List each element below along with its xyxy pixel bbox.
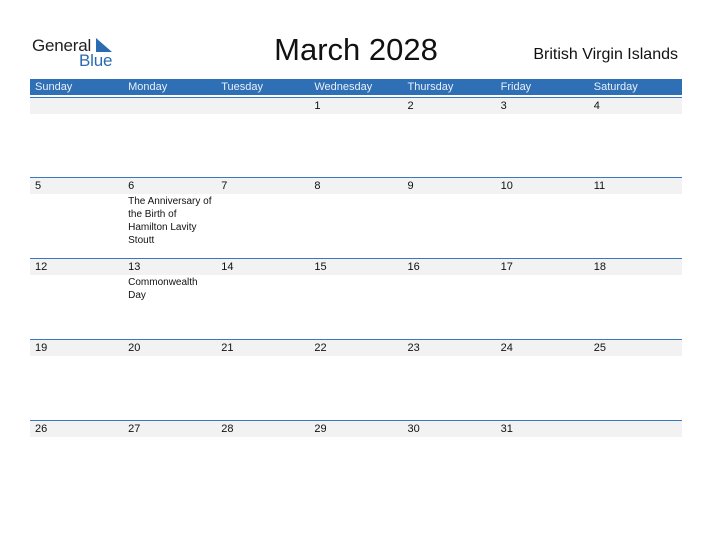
holiday-label (309, 194, 402, 195)
day-number: 28 (216, 421, 309, 437)
day-number: 8 (309, 178, 402, 194)
day-cell (496, 98, 589, 179)
day-number: 19 (30, 340, 123, 356)
country-name: British Virgin Islands (533, 46, 678, 63)
day-cell (216, 259, 309, 340)
day-number: 13 (123, 259, 216, 275)
week-row (30, 177, 682, 259)
day-number: 3 (496, 98, 589, 114)
holiday-label (403, 275, 496, 276)
day-cell (30, 340, 123, 421)
day-cell (123, 421, 216, 502)
day-cell (30, 178, 123, 259)
holiday-label (216, 114, 309, 115)
day-cell (589, 340, 682, 421)
day-number: 30 (403, 421, 496, 437)
holiday-label (123, 114, 216, 115)
day-cell (216, 421, 309, 502)
holiday-label (589, 194, 682, 195)
day-number: 9 (403, 178, 496, 194)
day-number (123, 98, 216, 114)
day-cell (496, 259, 589, 340)
calendar-title: March 2028 (274, 32, 438, 67)
day-cell (30, 259, 123, 340)
week-row (30, 97, 682, 179)
day-cell (30, 421, 123, 502)
day-number: 24 (496, 340, 589, 356)
holiday-label (309, 275, 402, 276)
holiday-label (309, 114, 402, 115)
day-number: 14 (216, 259, 309, 275)
holiday-label (403, 194, 496, 195)
holiday-label (30, 356, 123, 357)
weekday-sunday: Sunday (35, 81, 73, 93)
day-cell (589, 98, 682, 179)
weekday-thursday: Thursday (407, 81, 454, 93)
weekday-tuesday: Tuesday (221, 81, 264, 93)
weekday-saturday: Saturday (593, 81, 638, 93)
holiday-label (496, 194, 589, 195)
day-number: 6 (123, 178, 216, 194)
holiday-label (30, 114, 123, 115)
holiday-label (589, 437, 682, 438)
day-cell (216, 178, 309, 259)
day-number: 20 (123, 340, 216, 356)
holiday-label (589, 275, 682, 276)
holiday-label (403, 437, 496, 438)
holiday-label (216, 356, 309, 357)
holiday-label: The Anniversary of the Birth of Hamilton Lavity Stoutt (128, 196, 212, 246)
week-row (30, 258, 682, 340)
holiday-label: Commonwealth Day (128, 277, 198, 301)
holiday-label (403, 114, 496, 115)
day-cell (403, 340, 496, 421)
holiday-label (216, 437, 309, 438)
day-number: 7 (216, 178, 309, 194)
logo-text-blue: Blue (79, 51, 113, 70)
day-cell (309, 421, 402, 502)
day-cell (309, 98, 402, 179)
day-number: 22 (309, 340, 402, 356)
holiday-label (123, 437, 216, 438)
weekday-wednesday: Wednesday (314, 81, 373, 93)
day-number: 5 (30, 178, 123, 194)
day-number: 27 (123, 421, 216, 437)
day-cell (496, 178, 589, 259)
week-row (30, 339, 682, 421)
day-cell (589, 178, 682, 259)
day-cell (496, 340, 589, 421)
day-cell (123, 340, 216, 421)
day-number: 2 (403, 98, 496, 114)
holiday-label (30, 437, 123, 438)
day-cell (216, 98, 309, 179)
holiday-label (309, 437, 402, 438)
day-number: 16 (403, 259, 496, 275)
day-cell (403, 98, 496, 179)
day-cell (403, 421, 496, 502)
day-number: 23 (403, 340, 496, 356)
day-number: 17 (496, 259, 589, 275)
holiday-label (496, 275, 589, 276)
day-cell (589, 421, 682, 502)
holiday-label (216, 194, 309, 195)
day-number: 15 (309, 259, 402, 275)
day-number: 21 (216, 340, 309, 356)
holiday-label (403, 356, 496, 357)
day-cell (30, 98, 123, 179)
day-number: 29 (309, 421, 402, 437)
day-number (589, 421, 682, 437)
holiday-label (309, 356, 402, 357)
day-number: 31 (496, 421, 589, 437)
holiday-label (496, 356, 589, 357)
day-cell (309, 340, 402, 421)
day-number (30, 98, 123, 114)
holiday-label (589, 356, 682, 357)
day-number: 10 (496, 178, 589, 194)
day-cell (403, 259, 496, 340)
day-cell (123, 178, 216, 259)
day-number: 26 (30, 421, 123, 437)
logo-text-general: General (32, 36, 92, 55)
holiday-label (30, 194, 123, 195)
holiday-label (589, 114, 682, 115)
day-cell (123, 259, 216, 340)
weekday-header (30, 79, 682, 95)
day-number: 18 (589, 259, 682, 275)
day-cell (309, 259, 402, 340)
day-cell (589, 259, 682, 340)
weekday-friday: Friday (500, 81, 532, 93)
day-cell (309, 178, 402, 259)
day-number: 1 (309, 98, 402, 114)
day-cell (123, 98, 216, 179)
day-cell (403, 178, 496, 259)
holiday-label (496, 437, 589, 438)
day-cell (216, 340, 309, 421)
day-number: 11 (589, 178, 682, 194)
holiday-label (123, 356, 216, 357)
day-number: 12 (30, 259, 123, 275)
day-number (216, 98, 309, 114)
holiday-label (216, 275, 309, 276)
weekday-monday: Monday (128, 81, 168, 93)
holiday-label (30, 275, 123, 276)
holiday-label (496, 114, 589, 115)
day-number: 4 (589, 98, 682, 114)
week-row (30, 420, 682, 502)
day-cell (496, 421, 589, 502)
day-number: 25 (589, 340, 682, 356)
